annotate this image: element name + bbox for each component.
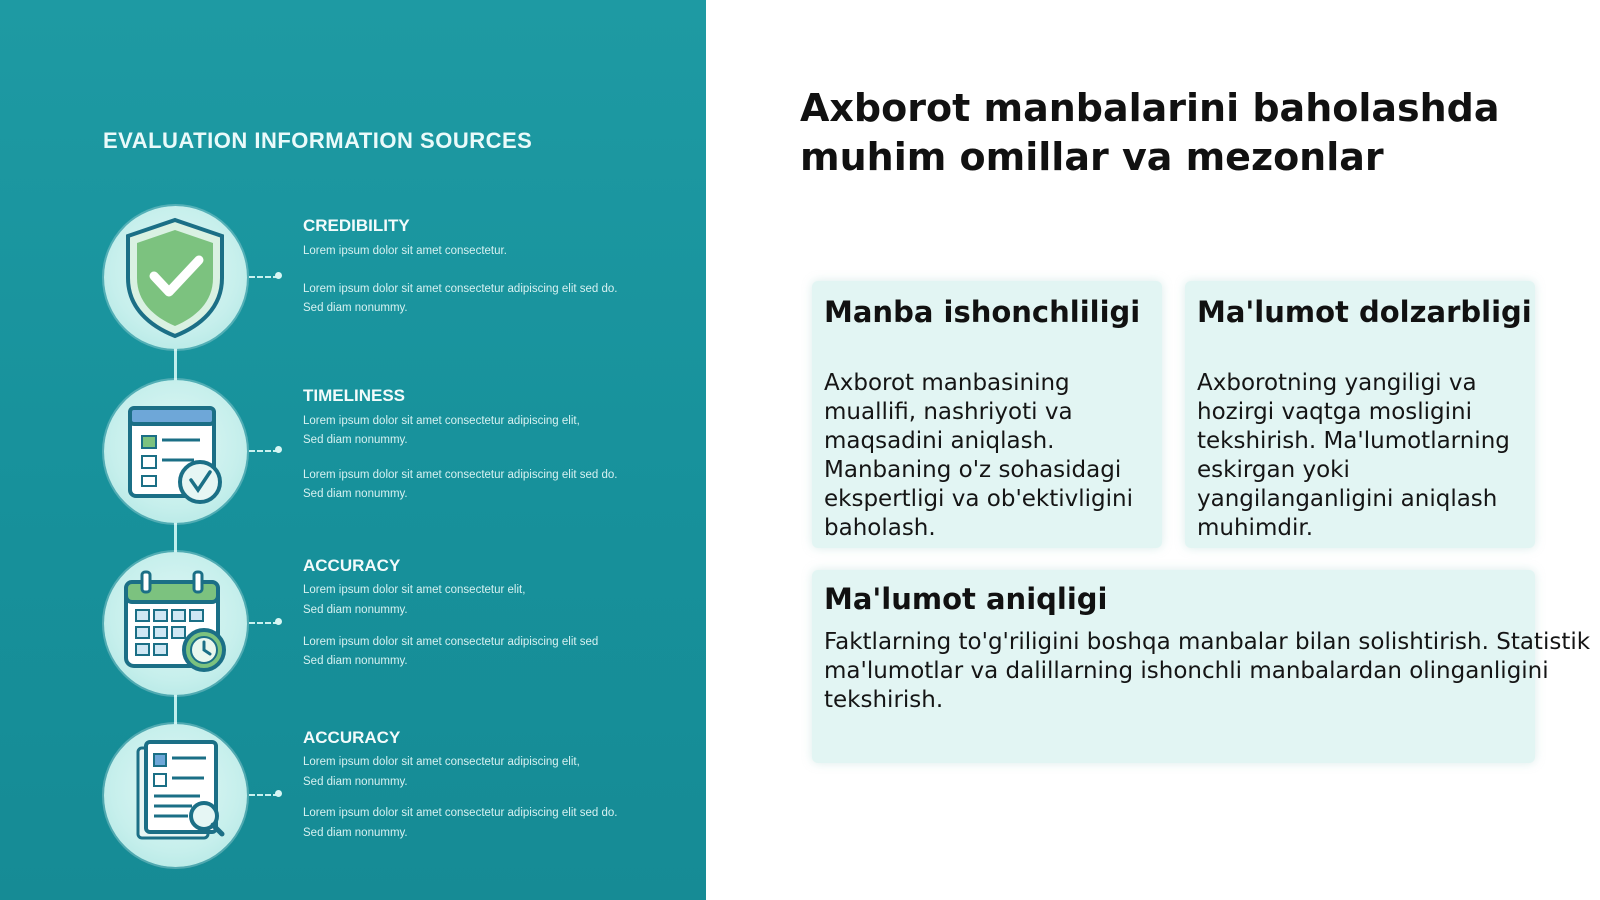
card-information-relevance <box>1185 281 1535 548</box>
stage-dot <box>275 272 282 279</box>
stage-heading: CREDIBILITY <box>303 216 410 235</box>
stage-text: Lorem ipsum dolor sit amet consectetur adipiscing elit sed <box>303 636 599 648</box>
stage-text: Sed diam nonummy. <box>303 827 408 839</box>
shield-check-icon <box>104 206 247 349</box>
stage-circle <box>104 552 247 695</box>
stage-heading: TIMELINESS <box>303 386 406 405</box>
stage-text: Sed diam nonummy. <box>303 302 408 314</box>
card-title: Ma'lumot dolzarbligi <box>1197 295 1532 329</box>
stage-text: Lorem ipsum dolor sit amet consectetur adipiscing elit, <box>303 756 580 768</box>
infographic-title: EVALUATION INFORMATION SOURCES <box>103 128 533 153</box>
stage-accuracy <box>104 552 644 702</box>
stage-text: Lorem ipsum dolor sit amet consectetur. <box>303 245 507 257</box>
slide-title: Axborot manbalarini baholashda muhim omillar va mezonlar <box>800 86 1500 179</box>
stage-circle <box>104 206 247 349</box>
stage-credibility <box>104 206 644 356</box>
stage-heading: ACCURACY <box>303 728 401 747</box>
stage-text: Sed diam nonummy. <box>303 488 408 500</box>
document-clock-icon <box>104 380 247 523</box>
stage-dot <box>275 790 282 797</box>
card-source-reliability <box>812 281 1162 548</box>
stage-text: Lorem ipsum dolor sit amet consectetur elit, <box>303 584 526 596</box>
stage-circle <box>104 380 247 523</box>
illustration-panel <box>0 0 706 900</box>
stage-timeliness <box>104 380 644 530</box>
stage-text: Sed diam nonummy. <box>303 604 408 616</box>
stage-text: Lorem ipsum dolor sit amet consectetur adipiscing elit, <box>303 415 580 427</box>
card-body: Axborot manbasining muallifi, nashriyoti va maqsadini aniqlash. Manbaning o'z sohasidagi ekspertligi va ob'ektivligini baholash. <box>824 370 1133 541</box>
card-body: Faktlarning to'g'riligini boshqa manbalar bilan solishtirish. Statistik ma'lumotlar va dalillarning ishonchli manbalardan olinganligini tekshirish. <box>824 629 1591 713</box>
card-information-accuracy <box>812 570 1591 763</box>
stage-text: Lorem ipsum dolor sit amet consectetur adipiscing elit sed do. <box>303 283 618 295</box>
card-title: Manba ishonchliligi <box>824 295 1141 329</box>
calendar-clock-icon <box>104 552 247 695</box>
stage-text: Sed diam nonummy. <box>303 776 408 788</box>
stage-dot <box>275 446 282 453</box>
stage-text: Lorem ipsum dolor sit amet consectetur adipiscing elit sed do. <box>303 469 618 481</box>
stage-text: Lorem ipsum dolor sit amet consectetur adipiscing elit sed do. <box>303 807 618 819</box>
stage-heading: ACCURACY <box>303 556 401 575</box>
stage-circle <box>104 724 247 867</box>
report-search-icon <box>104 724 247 867</box>
card-body: Axborotning yangiligi va hozirgi vaqtga mosligini tekshirish. Ma'lumotlarning eskirgan yoki yangilanganligini aniqlash muhimdir. <box>1197 370 1510 541</box>
stage-text: Sed diam nonummy. <box>303 655 408 667</box>
stage-text: Sed diam nonummy. <box>303 434 408 446</box>
card-title: Ma'lumot aniqligi <box>824 582 1108 616</box>
stage-dot <box>275 618 282 625</box>
stage-accuracy-report <box>104 724 644 874</box>
